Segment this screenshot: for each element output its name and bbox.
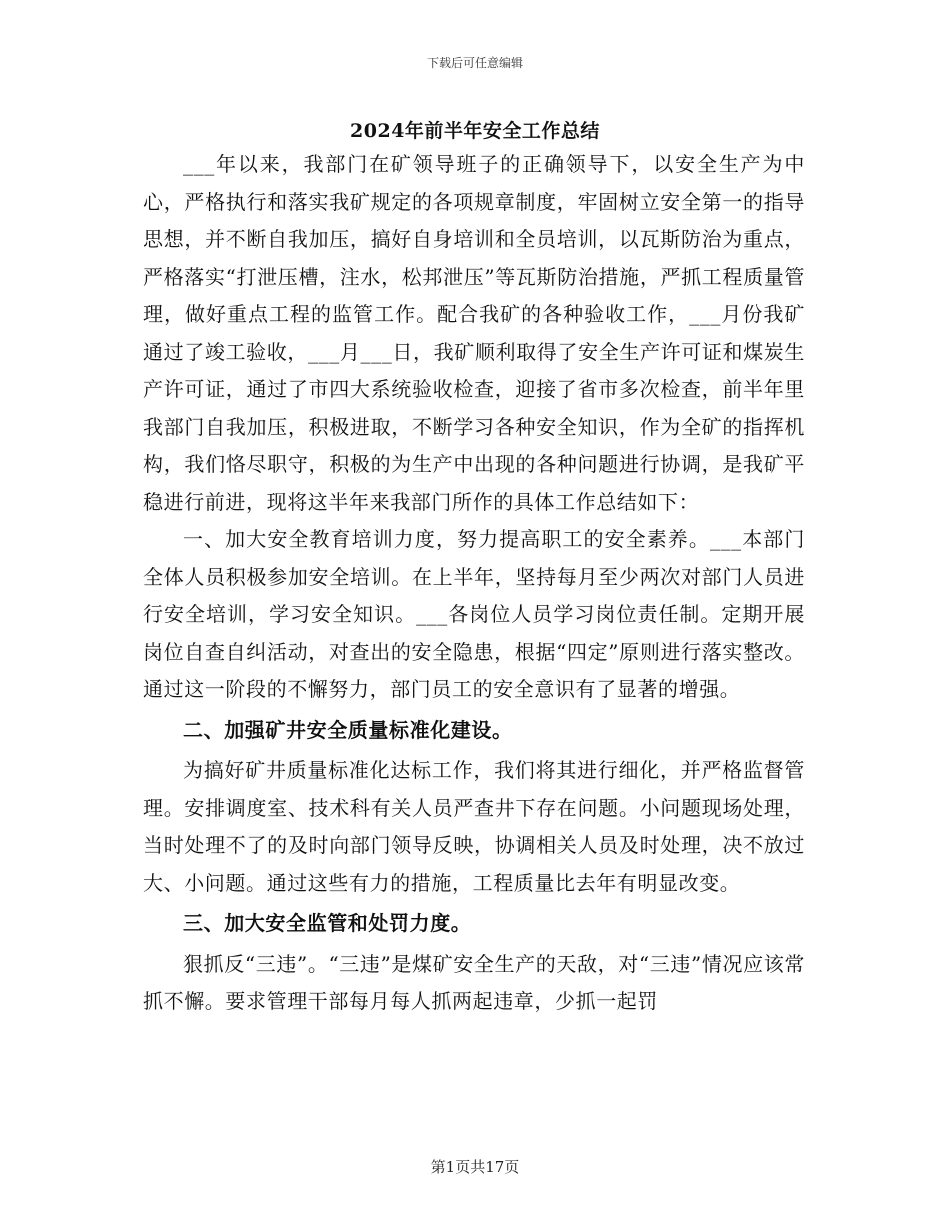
download-note: 下载后可任意编辑 xyxy=(426,56,523,70)
section-two-paragraph: 为搞好矿井质量标准化达标工作，我们将其进行细化，并严格监督管理。安排调度室、技术科有关人员严查井下存在问题。小问题现场处理，当时处理不了的及时向部门领导反映，协调相关人员及时处理，决不放过大、小问题。通过这些有力的措施，工程质量比去年有明显改变。 xyxy=(143,758,805,895)
document-title: 2024年前半年安全工作总结 xyxy=(350,120,600,142)
section-two-heading: 二、加强矿井安全质量标准化建设。 xyxy=(183,717,513,742)
section-three-paragraph: 狠抓反“三违”。“三违”是煤矿安全生产的天敌，对“三违”情况应该常抓不懈。要求管理干部每月每人抓两起违章，少抓一起罚 xyxy=(143,951,805,1013)
section-one-paragraph: 一、加大安全教育培训力度，努力提高职工的安全素养。___本部门全体人员积极参加安全培训。在上半年，坚持每月至少两次对部门人员进行安全培训，学习安全知识。___各岗位人员学习岗位责任制。定期开展岗位自查自纠活动，对查出的安全隐患，根据“四定”原则进行落实整改。通过这一阶段的不懈努力，部门员工的安全意识有了显著的增强。 xyxy=(143,527,805,701)
document-body xyxy=(143,146,805,1021)
page-number: 第1页共17页 xyxy=(430,1158,520,1176)
section-three-heading: 三、加大安全监管和处罚力度。 xyxy=(183,911,472,935)
intro-paragraph: ___年以来，我部门在矿领导班子的正确领导下，以安全生产为中心，严格执行和落实我矿规定的各项规章制度，牢固树立安全第一的指导思想，并不断自我加压，搞好自身培训和全员培训，以瓦斯防治为重点，严格落实“打泄压槽，注水，松邦泄压”等瓦斯防治措施，严抓工程质量管理，做好重点工程的监管工作。配合我矿的各种验收工作，___月份我矿通过了竣工验收，___月___日，我矿顺利取得了安全生产许可证和煤炭生产许可证，通过了市四大系统验收检查，迎接了省市多次检查，前半年里我部门自我加压，积极进取，不断学习各种安全知识，作为全矿的指挥机构，我们恪尽职守，积极的为生产中出现的各种问题进行协调，是我矿平稳进行前进，现将这半年来我部门所作的具体工作总结如下： xyxy=(143,152,805,514)
